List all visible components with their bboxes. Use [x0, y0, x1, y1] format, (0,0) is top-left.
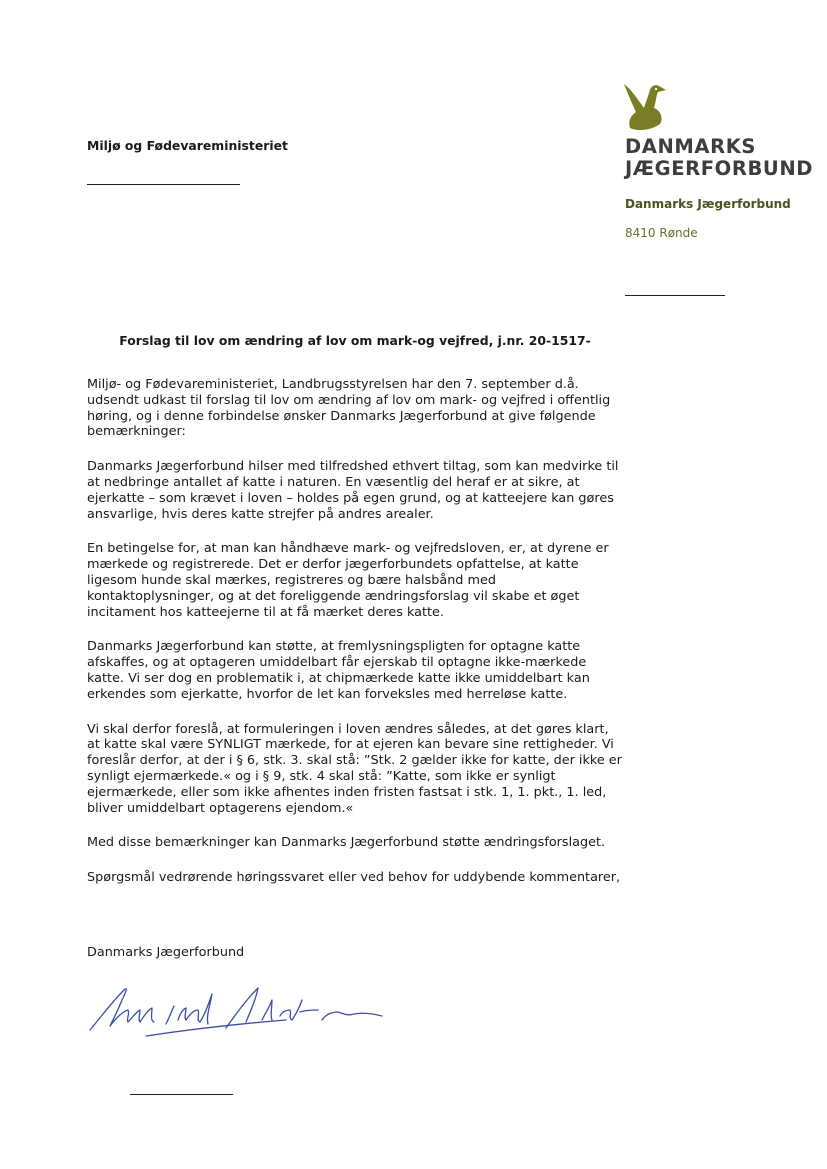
logo-wordmark-line-2: JÆGERFORBUND — [625, 157, 814, 180]
recipient-divider — [87, 184, 240, 185]
handwritten-signature — [86, 980, 386, 1044]
paragraph: En betingelse for, at man kan håndhæve mark- og vejfredsloven, er, at dyrene er mærkede og registrerede. Det er derfor jægerforbundets opfattelse, at katte ligesom hunde skal mærkes, registreres og bære halsbånd med kontaktoplysninger, og at det foreliggende ændringsforslag vil skabe et øget incitament hos katteejerne til at få mærket deres katte. — [87, 541, 609, 620]
paragraph: Danmarks Jægerforbund hilser med tilfredshed ethvert tiltag, som kan medvirke til at nedbringe antallet af katte i naturen. En væsentlig del heraf er at sikre, at ejerkatte – som krævet i loven – holdes på egen grund, og at katteejere kan gøres ansvarlige, hvis deres katte strejfer på andres arealer. — [87, 459, 619, 522]
closing-signoff: Danmarks Jægerforbund — [87, 945, 245, 960]
letter-body — [87, 377, 623, 905]
paragraph: Danmarks Jægerforbund kan støtte, at fremlysningspligten for optagne katte afskaffes, og at optageren umiddelbart får ejerskab til optagne ikke-mærkede katte. Vi ser dog en problematik i, at chipmærkede katte ikke umiddelbart kan erkendes som ejerkatte, hvorfor de let kan forveksles med herreløse katte. — [87, 639, 590, 702]
paragraph: Vi skal derfor foreslå, at formuleringen i loven ændres således, at det gøres klart, at katte skal være SYNLIGT mærkede, for at ejeren kan bevare sine rettigheder. Vi foreslår derfor, at der i § 6, stk. 3. skal stå: ”Stk. 2 gælder ikke for katte, der ikke er synligt ejermærkede.« og i § 9, stk. 4 skal stå: ”Katte, som ikke er synligt ejermærkede, eller som ikke afhentes inden fristen fastsat i stk. 1, 1. pkt., 1. led, bliver umiddelbart optagerens ejendom.« — [87, 721, 622, 816]
sender-divider — [625, 295, 725, 296]
signature-divider — [130, 1094, 233, 1095]
sender-city: 8410 Rønde — [625, 226, 698, 240]
logo-wordmark-line-1: DANMARKS — [625, 135, 757, 158]
duck-logo-icon — [622, 80, 668, 132]
paragraph: Spørgsmål vedrørende høringssvaret eller ved behov for uddybende kommentarer, — [87, 870, 621, 886]
sender-name: Danmarks Jægerforbund — [625, 197, 791, 211]
letter-subject: Forslag til lov om ændring af lov om mark-og vejfred, j.nr. 20-1517- — [119, 333, 591, 348]
recipient-address: Miljø og Fødevareministeriet — [87, 138, 288, 153]
paragraph: Miljø- og Fødevareministeriet, Landbrugsstyrelsen har den 7. september d.å. udsendt udkast til forslag til lov om ændring af lov om mark- og vejfred i offentlig høring, og i denne forbindelse ønsker Danmarks Jægerforbund at give følgende bemærkninger: — [87, 377, 611, 440]
paragraph: Med disse bemærkninger kan Danmarks Jægerforbund støtte ændringsforslaget. — [87, 835, 606, 851]
